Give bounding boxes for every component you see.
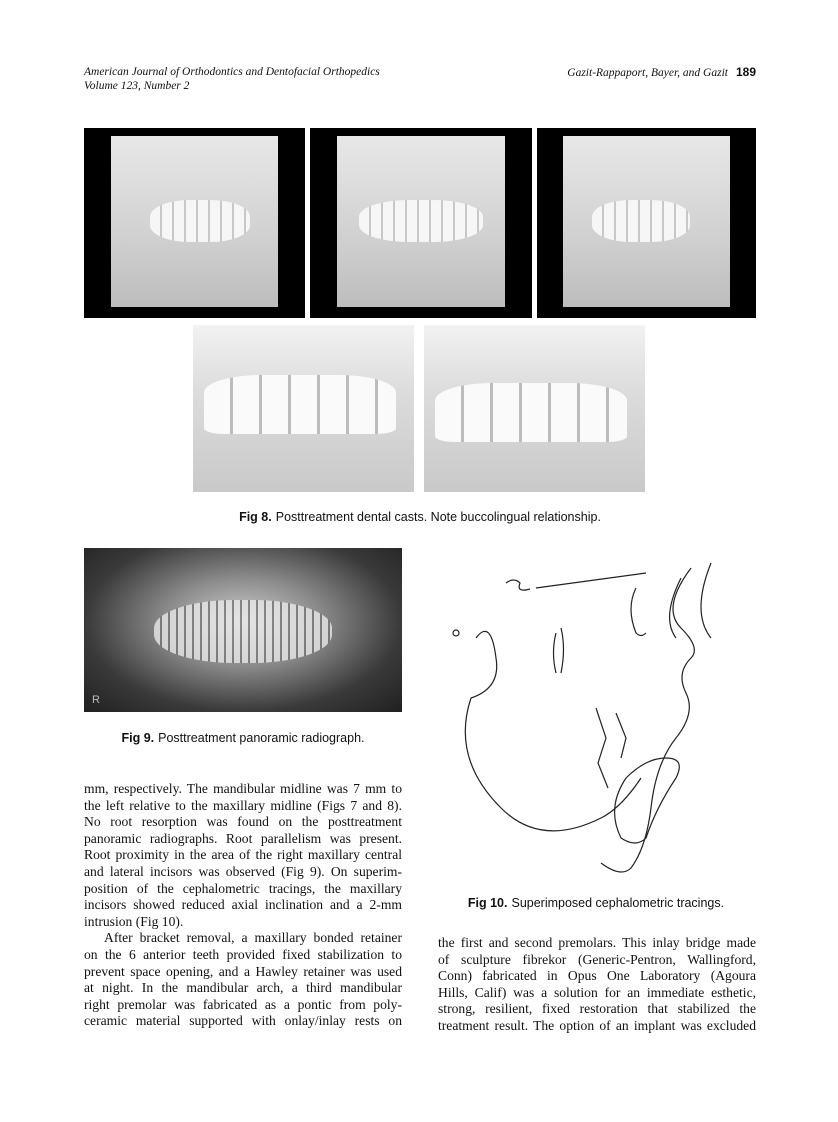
text-line: intrusion (Fig 10). bbox=[84, 913, 184, 929]
text-line: position of the cephalometric tracings, the maxillary bbox=[84, 880, 402, 896]
text-line: prevent space opening, and a Hawley retainer was used bbox=[84, 963, 402, 979]
fig8-label: Fig 8. bbox=[239, 510, 272, 524]
fig8-caption-text: Posttreatment dental casts. Note buccolingual relationship. bbox=[275, 510, 601, 524]
authors: Gazit-Rappaport, Bayer, and Gazit bbox=[567, 67, 728, 79]
fig10-label: Fig 10. bbox=[467, 896, 508, 910]
text-line: of sculpture fibrekor (Generic-Pentron, Wallingford, bbox=[438, 951, 756, 967]
text-line: ceramic material supported with onlay/inlay rests on bbox=[84, 1013, 402, 1029]
text-line: incisors showed reduced axial inclination and a 2-mm bbox=[84, 897, 402, 913]
fig9-label: Fig 9. bbox=[121, 731, 155, 745]
text-line: mm, respectively. The mandibular midline was 7 mm to bbox=[84, 781, 402, 796]
text-line: the first and second premolars. This inlay bridge made bbox=[438, 935, 756, 950]
fig9-caption bbox=[84, 731, 402, 745]
text-line: No root resorption was found on the posttreatment bbox=[84, 814, 402, 830]
fig8-caption bbox=[84, 510, 756, 524]
journal-volume: Volume 123, Number 2 bbox=[84, 80, 190, 92]
fig9-caption-text: Posttreatment panoramic radiograph. bbox=[158, 731, 365, 745]
text-line: and lateral incisors was observed (Fig 9). On superim- bbox=[84, 863, 402, 879]
page-number: 189 bbox=[735, 65, 756, 79]
text-line: Conn) fabricated in Opus One Laboratory (Agoura bbox=[438, 968, 756, 984]
cast-frontal-image bbox=[310, 128, 532, 318]
cephalometric-tracing-image bbox=[436, 548, 756, 880]
text-line: at night. In the mandibular arch, a third mandibular bbox=[84, 980, 402, 996]
cast-closeup-left-image bbox=[424, 325, 645, 492]
journal-title: American Journal of Orthodontics and Dentofacial Orthopedics bbox=[84, 66, 380, 78]
text-line: Hills, Calif) was a solution for an immediate esthetic, bbox=[438, 984, 756, 1000]
running-header-right bbox=[567, 65, 756, 80]
left-column-text bbox=[84, 781, 402, 1030]
right-column-text bbox=[438, 935, 756, 1035]
fig10-caption bbox=[436, 896, 756, 910]
text-line: treatment result. The option of an implant was excluded bbox=[438, 1017, 756, 1033]
running-header-left bbox=[84, 65, 380, 93]
cast-right-lateral-image bbox=[84, 128, 305, 318]
text-line: on the 6 anterior teeth provided fixed stabilization to bbox=[84, 946, 402, 962]
fig10-caption-text: Superimposed cephalometric tracings. bbox=[511, 896, 725, 910]
text-line: After bracket removal, a maxillary bonded retainer bbox=[104, 930, 402, 946]
text-line: the left relative to the maxillary midline (Figs 7 and 8). bbox=[84, 797, 402, 813]
text-line: Root proximity in the area of the right maxillary central bbox=[84, 847, 402, 863]
text-line: panoramic radiographs. Root parallelism was present. bbox=[84, 830, 402, 846]
cast-left-lateral-image bbox=[537, 128, 756, 318]
cast-closeup-right-image bbox=[193, 325, 414, 492]
text-line: right premolar was fabricated as a pontic from poly- bbox=[84, 996, 402, 1012]
panoramic-radiograph-image bbox=[84, 548, 402, 712]
radiograph-marker: R bbox=[92, 694, 100, 706]
text-line: strong, resilient, fixed restoration that stabilized the bbox=[438, 1001, 756, 1017]
